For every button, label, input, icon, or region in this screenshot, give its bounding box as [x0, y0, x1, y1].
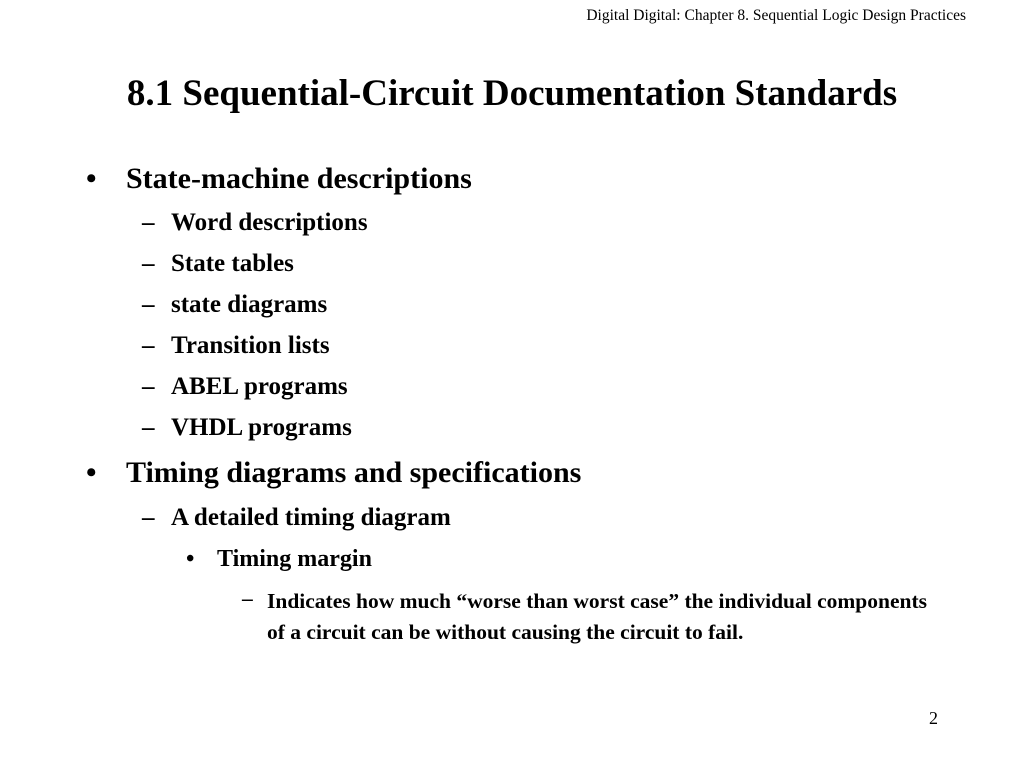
dash-marker: – — [142, 332, 155, 359]
sub-bullet-text: A detailed timing diagram — [171, 504, 451, 531]
dash-marker: – — [242, 586, 253, 610]
dash-marker: – — [142, 373, 155, 400]
page-number: 2 — [929, 708, 938, 728]
dash-marker: – — [142, 414, 155, 441]
sub-bullet-text: State tables — [171, 250, 294, 277]
sub-bullet-text: VHDL programs — [171, 414, 352, 441]
dash-marker: – — [142, 209, 155, 236]
dash-marker: – — [142, 250, 155, 277]
slide-title: 8.1 Sequential-Circuit Documentation Standards — [126, 73, 898, 114]
sub-bullet-text: state diagrams — [171, 291, 328, 318]
bullet-marker: • — [186, 546, 195, 572]
bullet-text: Timing diagrams and specifications — [126, 456, 582, 489]
bullet-text: State-machine descriptions — [126, 162, 472, 195]
sub-bullet-text: ABEL programs — [171, 373, 348, 400]
sub-bullet-text: Transition lists — [171, 332, 330, 359]
bullet-marker: • — [86, 162, 97, 195]
detail-text: Indicates how much “worse than worst case” the individual components of a circuit can be without causing the circuit to fail. — [267, 589, 927, 644]
dash-marker: – — [142, 291, 155, 318]
sub-bullet-text: Word descriptions — [171, 209, 368, 236]
bullet-marker: • — [86, 456, 97, 489]
dash-marker: – — [142, 504, 155, 531]
sub-sub-bullet-text: Timing margin — [217, 546, 372, 572]
running-header: Digital Digital: Chapter 8. Sequential Logic Design Practices — [586, 7, 966, 24]
